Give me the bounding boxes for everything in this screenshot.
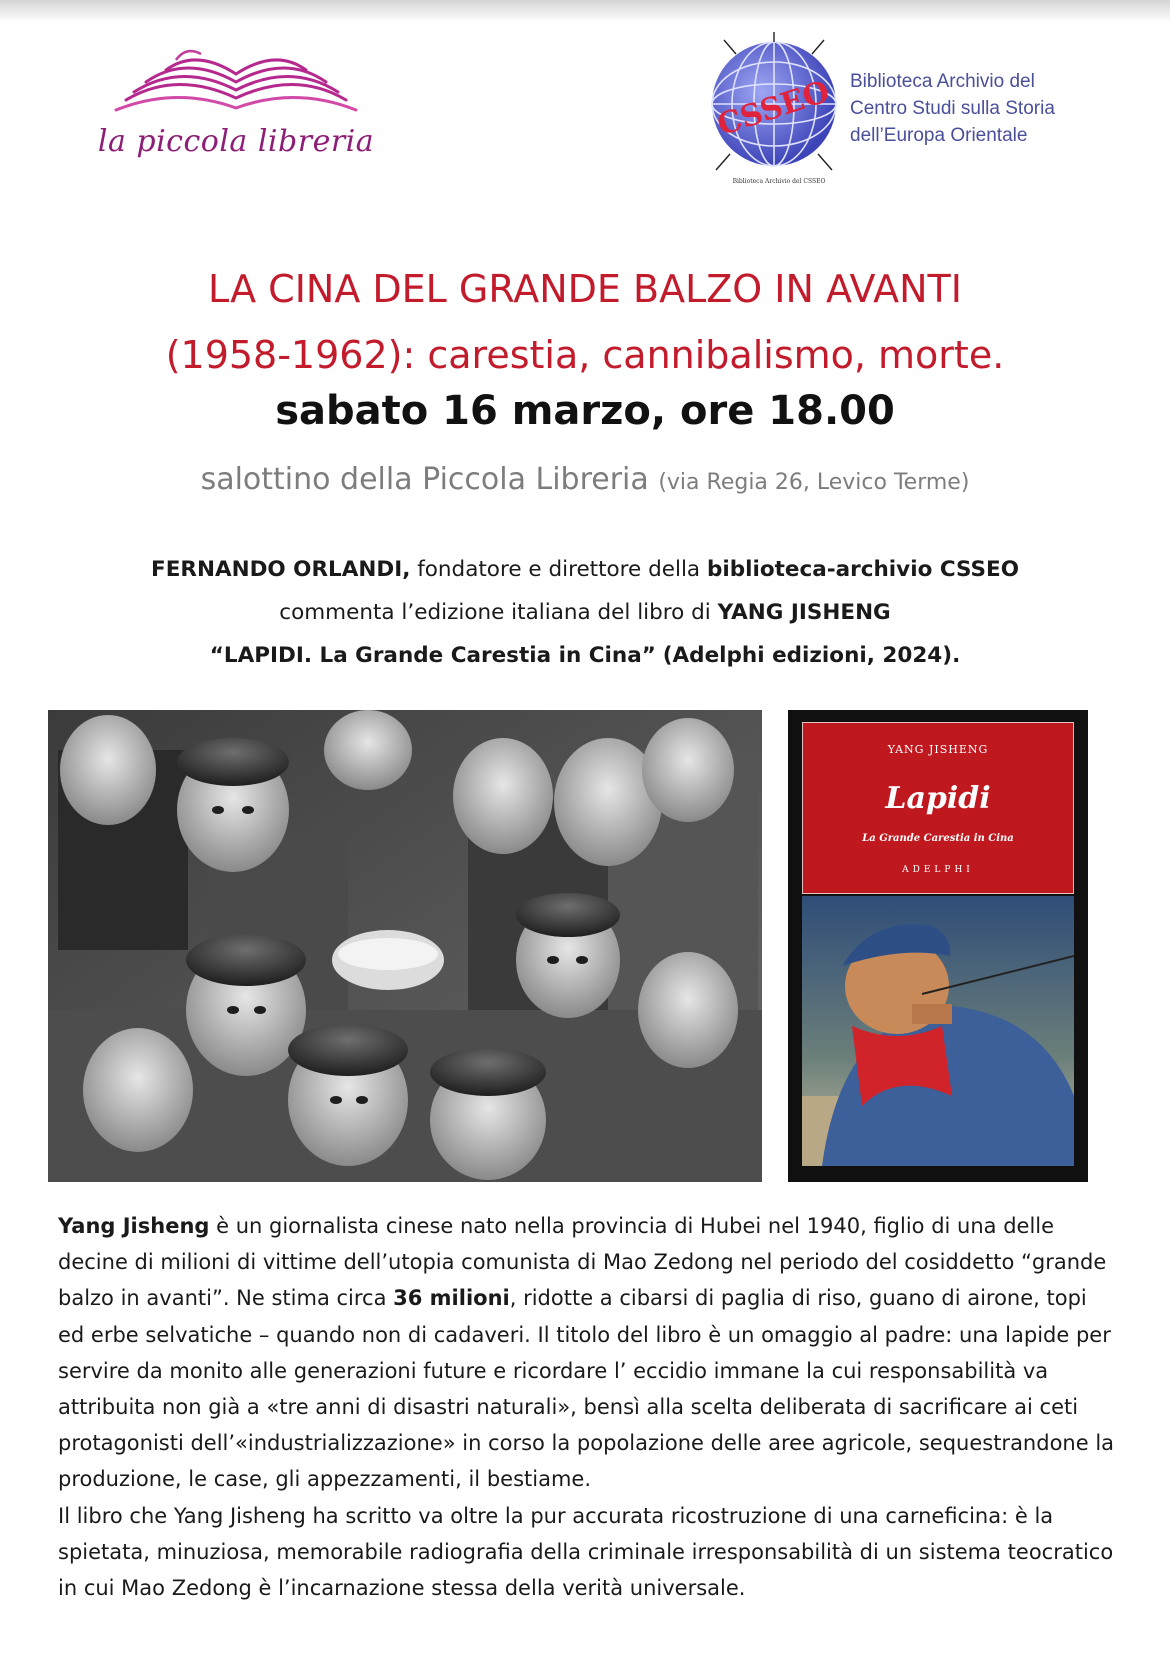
lead-comment: commenta l’edizione italiana del libro di <box>279 600 711 625</box>
event-title-line1: LA CINA DEL GRANDE BALZO IN AVANTI <box>208 267 962 311</box>
book-cover <box>788 710 1088 1182</box>
book-author: YANG JISHENG <box>717 600 891 625</box>
speaker-name: FERNANDO ORLANDI, <box>151 557 411 582</box>
book-title: “LAPIDI. La Grande Carestia in Cina” <box>209 643 656 668</box>
csseo-line: dell’Europa Orientale <box>850 125 1028 146</box>
globe-letters: CSSEO <box>713 74 834 144</box>
piccola-libreria-logo <box>96 40 376 180</box>
speaker-role: fondatore e direttore della <box>417 557 701 582</box>
lead-line3 <box>0 634 1170 677</box>
event-title-line2: (1958-1962): carestia, cannibalismo, morte. <box>165 333 1005 377</box>
description-paragraph: Il libro che Yang Jisheng ha scritto va oltre la pur accurata ricostruzione di una carneficina: è la spietata, minuziosa, memorabile radiografia della criminale irresponsabilità di un sistema teocratico in cui Mao Zedong è l’incarnazione stessa della verità universale. <box>58 1503 1114 1601</box>
top-shadow <box>0 0 1170 22</box>
csseo-logo <box>706 30 1106 190</box>
event-lead <box>0 548 1170 677</box>
author-name: Yang Jisheng <box>58 1214 210 1238</box>
event-date: sabato 16 marzo, ore 18.00 <box>275 388 895 434</box>
cover-title: Lapidi <box>885 781 991 816</box>
historical-photo <box>48 710 762 1182</box>
venue-name: salottino della Piccola Libreria <box>200 462 649 497</box>
organization: biblioteca-archivio CSSEO <box>706 557 1019 582</box>
book-publisher: (Adelphi edizioni, 2024). <box>662 643 961 668</box>
paragraph-text: è un giornalista cinese nato nella provincia di Hubei nel 1940, figlio di una delle decine di milioni di vittime dell’utopia comunista di Mao Zedong nel periodo del cosiddetto “grande balzo in avanti”. Ne stima circa <box>58 1214 1107 1311</box>
globe-icon <box>706 30 842 180</box>
lead-line1 <box>0 548 1170 591</box>
cover-publisher: ADELPHI <box>902 865 974 875</box>
lead-line2 <box>0 591 1170 634</box>
victims-count: 36 milioni <box>393 1286 510 1311</box>
csseo-line: Centro Studi sulla Storia <box>850 98 1055 119</box>
cover-subtitle: La Grande Carestia in Cina <box>862 833 1014 844</box>
csseo-line: Biblioteca Archivio del <box>850 71 1035 92</box>
globe-caption: Biblioteca Archivio del CSSEO <box>732 178 826 185</box>
event-venue <box>0 462 1170 497</box>
cover-illustration <box>802 896 1074 1166</box>
description-body <box>58 1208 1118 1606</box>
cover-author: YANG JISHENG <box>887 743 989 756</box>
description-paragraph <box>58 1208 1118 1498</box>
paragraph-text: , ridotte a cibarsi di paglia di riso, guano di airone, topi ed erbe selvatiche – quando non di cadaveri. Il titolo del libro è un omaggio al padre: una lapide per servire da monito alle generazioni future e ricordare l’ eccidio immane la cui responsabilità va attribuita non già a «tre anni di disastri naturali», bensì alla scelta deliberata di sacrificare ai ceti protagonisti dell’«industrializzazione» in corso la popolazione delle aree agricole, sequestrandone la produzione, le case, gli appezzamenti, il bestiame. <box>58 1286 1115 1492</box>
open-book-icon <box>106 40 366 130</box>
venue-address: (via Regia 26, Levico Terme) <box>658 470 970 495</box>
csseo-name <box>850 68 1110 149</box>
book-cover-label <box>802 722 1074 894</box>
logo-wordmark: la piccola libreria <box>97 124 375 159</box>
